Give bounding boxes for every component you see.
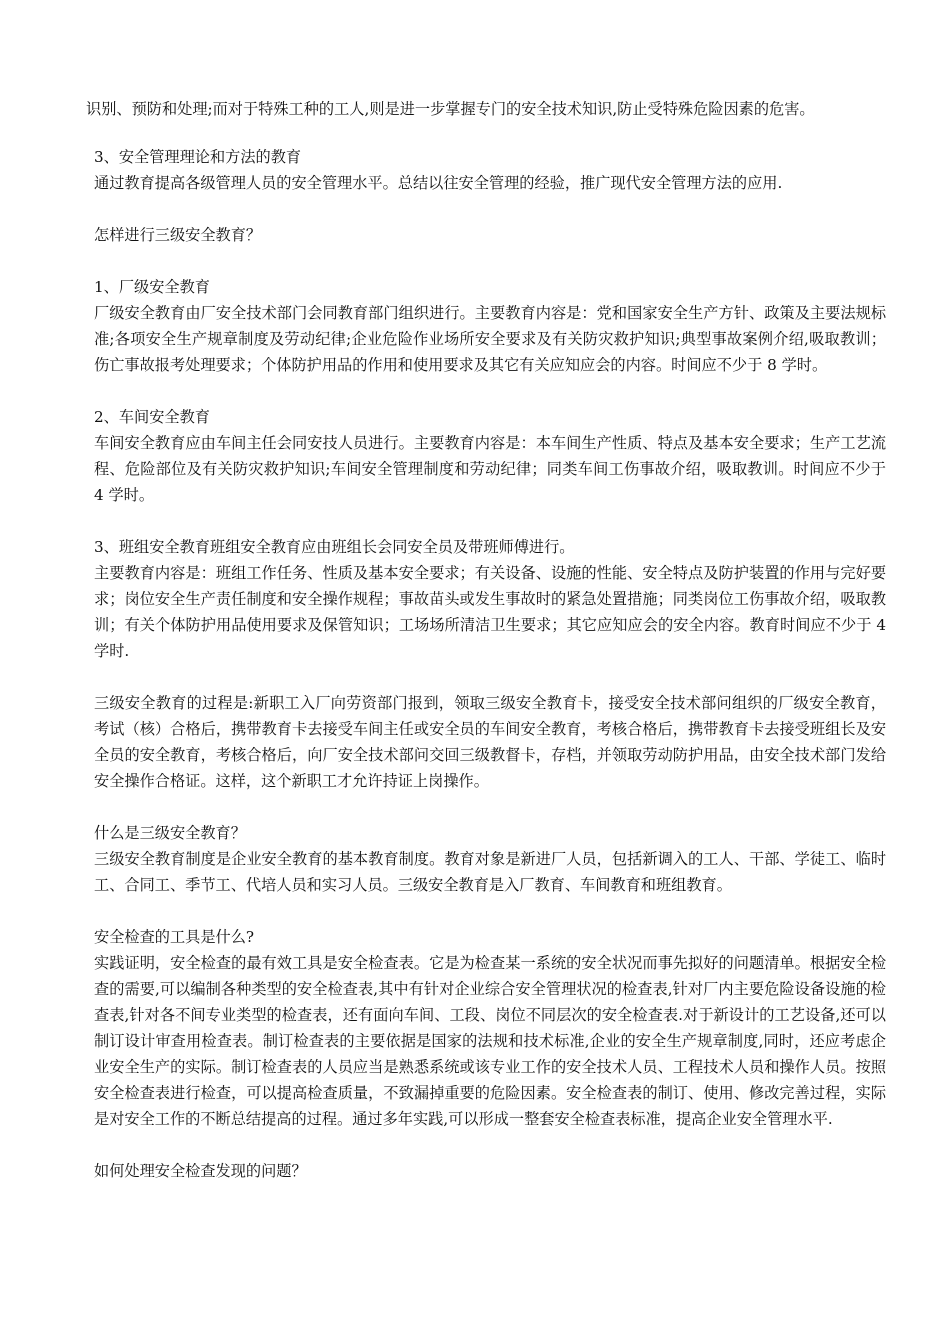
document-body <box>86 96 891 1184</box>
question-how-three-level-education: 怎样进行三级安全教育？ <box>94 226 262 244</box>
heading-workshop-education: 2、车间安全教育 <box>94 408 210 426</box>
paragraph-inspection-checklist: 实践证明，安全检查的最有效工具是安全检查表。它是为检查某一系统的安全状况而事先拟好的问题清单。根据安全检查的需要,可以编制各种类型的安全检查表,其中有针对企业综合安全管理状况的检查表,针对厂内主要危险设备设施的检查表,针对各不间专业类型的检查表，还有面向车间、工段、岗位不同层次的安全检查表.对于新设计的工艺设备,还可以制订设计审查用检查表。制订检查表的主要依据是国家的法规和技术标准,企业的安全生产规章制度,同时，还应考虑企业安全生产的实际。制订检查表的人员应当是熟悉系统或该专业工作的安全技术人员、工程技术人员和操作人员。按照安全检查表进行检查，可以提高检查质量，不致漏掉重要的危险因素。安全检查表的制订、使用、修改完善过程，实际是对安全工作的不断总结提高的过程。通过多年实践,可以形成一整套安全检查表标准，提高企业安全管理水平. <box>94 954 886 1128</box>
heading-team-education: 3、班组安全教育班组安全教育应由班组长会同安全员及带班师傅进行。 <box>94 538 575 556</box>
question-handle-inspection-problems: 如何处理安全检查发现的问题？ <box>94 1162 307 1180</box>
question-inspection-tools: 安全检查的工具是什么? <box>94 928 255 946</box>
paragraph-factory-level-education: 厂级安全教育由厂安全技术部门会同教育部门组织进行。主要教育内容是：党和国家安全生产方针、政策及主要法规标准;各项安全生产规章制度及劳动纪律;企业危险作业场所安全要求及有关防灾救护知识;典型事故案例介绍,吸取教训；伤亡事故报考处理要求；个体防护用品的作用和使用要求及其它有关应知应会的内容。时间应不少于 8 学时。 <box>94 304 886 374</box>
paragraph-education-process: 三级安全教育的过程是:新职工入厂向劳资部门报到，领取三级安全教育卡，接受安全技术部问组织的厂级安全教育，考试（核）合格后，携带教育卡去接受车间主任或安全员的车间安全教育，考核合格后，携带教育卡去接受班组长及安全员的安全教育，考核合格后，向厂安全技术部问交回三级教督卡，存档，并领取劳动防护用品，由安全技术部门发给安全操作合格证。这样，这个新职工才允许持证上岗操作。 <box>94 694 886 790</box>
paragraph-intro-continuation: 识别、预防和处理;而对于特殊工种的工人,则是进一步掌握专门的安全技术知识,防止受特殊危险因素的危害。 <box>86 100 815 118</box>
question-what-is-three-level-education: 什么是三级安全教育？ <box>94 824 246 842</box>
heading-factory-level-education: 1、厂级安全教育 <box>94 278 210 296</box>
paragraph-management-theory-education: 通过教育提高各级管理人员的安全管理水平。总结以往安全管理的经验，推广现代安全管理方法的应用. <box>94 174 783 192</box>
heading-management-theory-education: 3、安全管理理论和方法的教育 <box>94 148 302 166</box>
paragraph-workshop-education: 车间安全教育应由车间主任会同安技人员进行。主要教育内容是：本车间生产性质、特点及基本安全要求；生产工艺流程、危险部位及有关防灾救护知识;车间安全管理制度和劳动纪律；同类车间工伤事故介绍，吸取教训。时间应不少于 4 学时。 <box>94 434 891 504</box>
paragraph-what-is-three-level-education: 三级安全教育制度是企业安全教育的基本教育制度。教育对象是新进厂人员，包括新调入的工人、干部、学徒工、临时工、合同工、季节工、代培人员和实习人员。三级安全教育是入厂教育、车间教育和班组教育。 <box>94 850 886 894</box>
paragraph-team-education: 主要教育内容是：班组工作任务、性质及基本安全要求；有关设备、设施的性能、安全特点及防护装置的作用与完好要求；岗位安全生产责任制度和安全操作规程；事故苗头或发生事故时的紧急处置措施；同类岗位工伤事故介绍，吸取教训；有关个体防护用品使用要求及保管知识；工场场所清洁卫生要求；其它应知应会的安全内容。教育时间应不少于 4 学时. <box>94 564 891 660</box>
